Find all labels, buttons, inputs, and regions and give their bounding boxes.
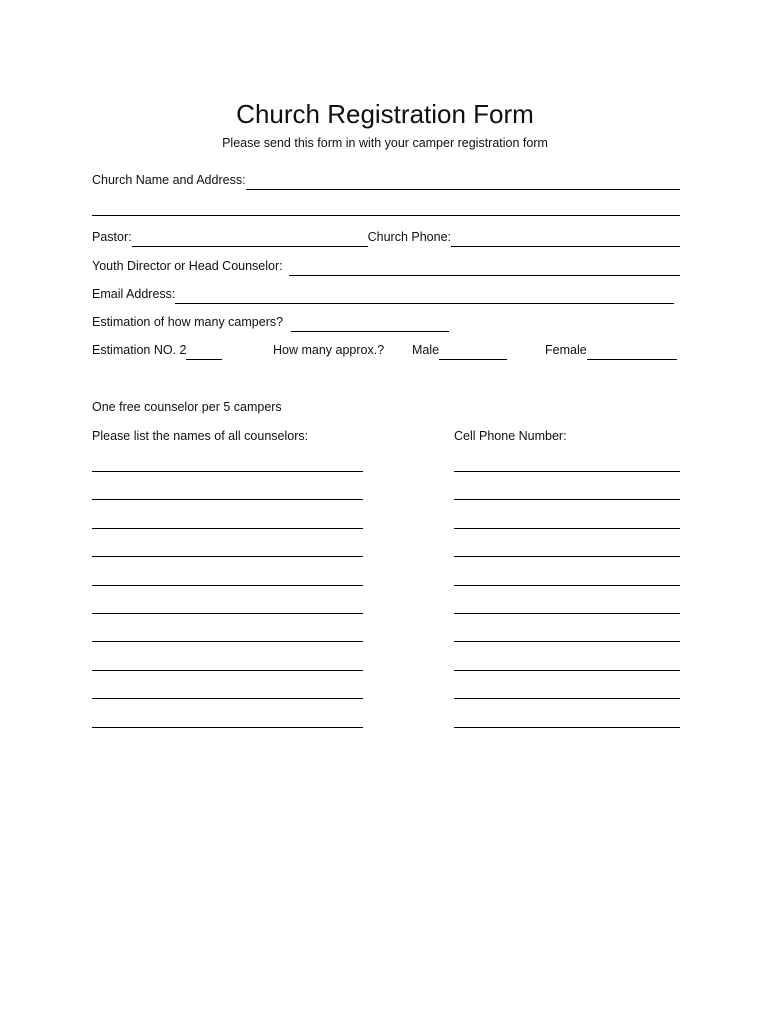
- counselor-phone-line[interactable]: [454, 727, 680, 728]
- counselor-phone-line[interactable]: [454, 585, 680, 586]
- page-title: Church Registration Form: [236, 99, 534, 129]
- counselor-phone-line[interactable]: [454, 528, 680, 529]
- pastor-label: Pastor:: [92, 230, 132, 244]
- counselor-list-header: [92, 426, 680, 446]
- estimation-no-label: Estimation NO. 2: [92, 343, 187, 357]
- counselor-phone-line[interactable]: [454, 670, 680, 671]
- female-field[interactable]: [587, 345, 677, 360]
- email-field[interactable]: [175, 289, 674, 304]
- email-label: Email Address:: [92, 287, 176, 301]
- church-name-address-field[interactable]: [246, 175, 680, 190]
- church-phone-label: Church Phone:: [367, 230, 451, 244]
- youth-director-label: Youth Director or Head Counselor:: [92, 259, 283, 273]
- counselor-phone-line[interactable]: [454, 613, 680, 614]
- youth-director-field[interactable]: [289, 261, 680, 276]
- estimation-campers-row: [92, 312, 680, 332]
- counselor-name-line[interactable]: [92, 641, 363, 642]
- how-many-approx-label: How many approx.?: [273, 343, 385, 357]
- church-phone-field[interactable]: [451, 232, 680, 247]
- male-field[interactable]: [439, 345, 507, 360]
- estimation-campers-label: Estimation of how many campers?: [92, 315, 284, 329]
- counselor-phone-line[interactable]: [454, 471, 680, 472]
- estimation-no-field[interactable]: [186, 345, 222, 360]
- pastor-field[interactable]: [132, 232, 368, 247]
- church-name-address-label: Church Name and Address:: [92, 173, 246, 187]
- counselor-name-line[interactable]: [92, 698, 363, 699]
- youth-director-row: [92, 256, 680, 276]
- counselor-phone-line[interactable]: [454, 556, 680, 557]
- counselor-name-line[interactable]: [92, 556, 363, 557]
- counselor-name-line[interactable]: [92, 670, 363, 671]
- email-row: [92, 284, 674, 304]
- pastor-phone-row: [92, 227, 680, 247]
- estimation-campers-field[interactable]: [291, 317, 449, 332]
- counselor-name-line[interactable]: [92, 499, 363, 500]
- page-subtitle: Please send this form in with your camper registration form: [222, 136, 548, 150]
- counselor-name-line[interactable]: [92, 471, 363, 472]
- counselor-name-line[interactable]: [92, 727, 363, 728]
- church-name-address-row: [92, 170, 680, 190]
- male-label: Male: [412, 343, 440, 357]
- counselor-name-line[interactable]: [92, 528, 363, 529]
- counselor-phone-line[interactable]: [454, 641, 680, 642]
- counselor-names-label: Please list the names of all counselors:: [92, 429, 309, 443]
- counselor-name-line[interactable]: [92, 585, 363, 586]
- church-address-second-line[interactable]: [92, 215, 680, 216]
- counselor-phone-line[interactable]: [454, 499, 680, 500]
- estimation-breakdown-row: [92, 340, 680, 360]
- counselor-name-line[interactable]: [92, 613, 363, 614]
- female-label: Female: [545, 343, 587, 357]
- counselor-ratio-note: One free counselor per 5 campers: [92, 400, 282, 414]
- cell-phone-label: Cell Phone Number:: [454, 429, 567, 443]
- counselor-phone-line[interactable]: [454, 698, 680, 699]
